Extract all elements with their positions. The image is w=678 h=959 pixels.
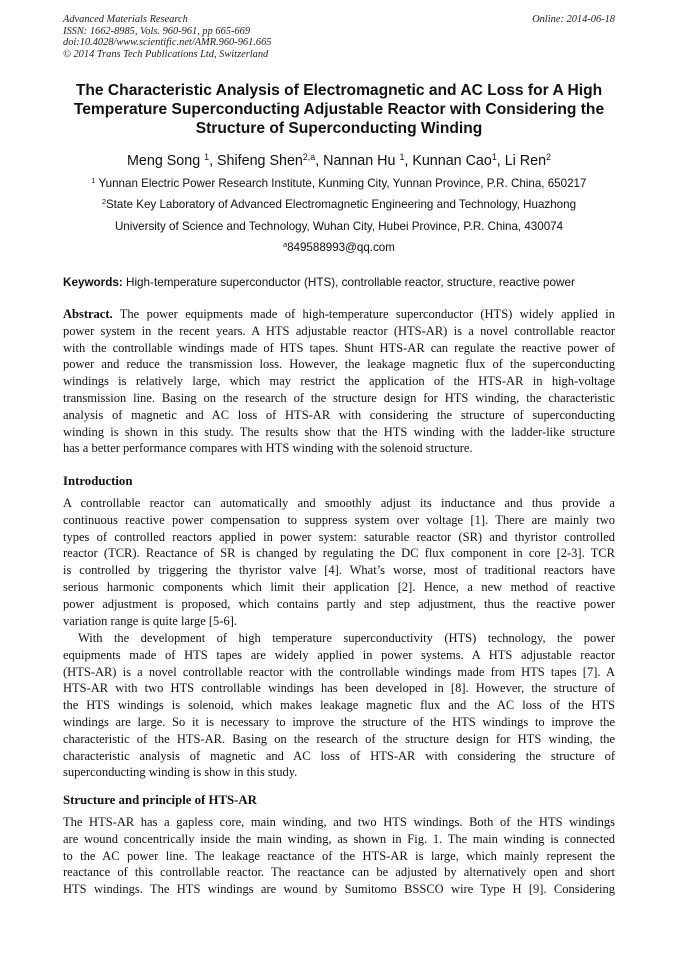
paper-title [40,81,638,138]
body-line: continuous reactive power compensation to suppress system over voltage [1]. There are mainly two [63,512,615,527]
copyright-line: © 2014 Trans Tech Publications Ltd, Switzerland [63,48,269,60]
author-affiliation-mark: 1 [399,152,405,163]
affiliation-mark: 1 [91,176,96,186]
abstract-line [63,306,615,323]
author-affiliation-mark: 1 [491,152,497,163]
abstract-text: The power equipments made of high-temperature superconductor (HTS) widely applied in [112,307,615,321]
affiliation-text: State Key Laboratory of Advanced Electromagnetic Engineering and Technology, Huazhong [105,198,577,211]
title-line: Structure of Superconducting Winding [195,120,483,137]
section-heading-structure: Structure and principle of HTS-AR [63,793,257,807]
author-name: , Li Ren [496,153,547,169]
keywords [63,275,615,290]
body-line: HTS windings. The HTS windings are wound by Sumitomo BSSCO wire Type H [9]. Considering [63,882,615,897]
body-line: The HTS-AR has a gapless core, main winding, and two HTS windings. Both of the HTS windings [63,815,615,829]
body-line: windings are large. So it is necessary to improve the structure of the HTS windings to improve the [63,714,615,729]
keywords-label: Keywords: [63,276,123,289]
body-line: to the AC power line. The leakage reactance of the HTS-AR is large, which mainly represent the [63,848,615,863]
affiliation-1 [40,177,638,191]
email-address: 849588993@qq.com [287,241,395,254]
introduction-paragraph-1 [63,495,615,629]
abstract-line: transmission line. Basing on the research of the structure design for HTS winding, the characteristic [63,390,615,405]
abstract-line: analysis of magnetic and AC loss of HTS-AR with considering the structure of superconducting [63,407,615,422]
body-line: equipments made of HTS tapes are widely applied in power systems. A HTS adjustable reactor [63,647,615,662]
body-line: reactor (TCR). Reactance of SR is changed by regulating the DC flux component in core [2-3]. TCR [63,546,615,561]
affiliation-text: University of Science and Technology, Wuhan City, Hubei Province, P.R. China, 430074 [114,220,564,233]
author-list [40,152,638,170]
author-affiliation-mark: 2,a [302,152,316,163]
abstract-line: windings is relatively large, which may restrict the application of the HTS-AR in high-voltage [63,374,615,389]
abstract-label: Abstract. [63,307,113,321]
body-line: With the development of high temperature superconductivity (HTS) technology, the power [78,631,615,645]
structure-paragraph-1 [63,814,615,898]
section-heading-introduction: Introduction [63,474,133,488]
title-line: The Characteristic Analysis of Electromagnetic and AC Loss for A High [75,82,603,99]
author-affiliation-mark: 1 [204,152,210,163]
keywords-text: High-temperature superconductor (HTS), controllable reactor, structure, reactive power [122,276,575,289]
body-line: serious harmonic components which limit their application [2]. Hence, a new method of reactive [63,579,615,594]
title-line: Temperature Superconducting Adjustable Reactor with Considering the [73,101,605,118]
abstract-line: power and reduce the transmission loss. However, the leakage magnetic flux of the superconducting [63,357,615,372]
body-line: are wound concentrically inside the main winding, as shown in Fig. 1. The main winding is connected [63,831,615,846]
abstract-line: has a better performance compares with HTS winding with the solenoid structure. [63,441,473,456]
body-line: power adjustment is proposed, which contains partly and step adjustment, thus the reactive power [63,596,615,611]
body-line: superconducting winding is show in this study. [63,765,298,780]
body-line: HTS-AR with two HTS controllable windings has been developed in [8]. However, the structure of [63,681,615,696]
email-mark: a [283,240,288,250]
affiliation-2-cont [40,220,638,234]
body-line: reactance of this controllable reactor. The reactance can be adjusted by alternatively open and short [63,865,615,880]
abstract-line: with the controllable windings made of HTS tapes. Shunt HTS-AR can regulate the reactive power of [63,340,615,355]
affiliation-mark: 2 [101,197,106,207]
abstract-line: power system in the recent years. A HTS adjustable reactor (HTS-AR) is a novel controllable reactor [63,323,615,338]
body-line: variation range is quite large [5-6]. [63,613,238,628]
affiliation-2 [40,198,638,212]
introduction-paragraph-2 [63,630,615,781]
abstract [63,306,615,457]
body-line: characteristic of the HTS-AR. Basing on the research of the structure design for HTS winding, the [63,731,615,746]
issn-line: ISSN: 1662-8985, Vols. 960-961, pp 665-669 [63,25,251,37]
body-line: characteristic analysis of magnetic and AC loss of HTS-AR with considering the structure of [63,748,615,763]
abstract-line: winding is shown in this study. The results show that the HTS winding with the ladder-like structure [63,424,615,439]
body-line: (HTS-AR) is a novel controllable reactor with the controllable windings made from HTS tapes [7]. A [63,664,615,679]
body-line: the HTS windings is solenoid, which makes leakage magnetic flux and the AC loss of the HTS [63,698,615,713]
author-name: , Kunnan Cao [404,153,492,169]
body-line: is controlled by triggering the thyristor valve [4]. What’s worse, most of traditional reactors have [63,563,615,578]
online-date: Online: 2014-06-18 [532,14,615,25]
journal-header [63,14,615,60]
author-name: , Nannan Hu [315,153,400,169]
affiliation-text: Yunnan Electric Power Research Institute, Kunming City, Yunnan Province, P.R. China, 650217 [95,177,587,190]
body-line: types of controlled reactors applied in power system: saturable reactor (SR) and thyristor controlled [63,529,615,544]
author-affiliation-mark: 2 [546,152,551,163]
contact-email [40,241,638,255]
journal-name: Advanced Materials Research [63,14,188,25]
author-name: Meng Song [127,153,205,169]
author-name: , Shifeng Shen [209,153,303,169]
body-line: A controllable reactor can automatically and smoothly adjust its inductance and thus provide a [63,496,615,510]
doi-line: doi:10.4028/www.scientific.net/AMR.960-961.665 [63,37,272,49]
